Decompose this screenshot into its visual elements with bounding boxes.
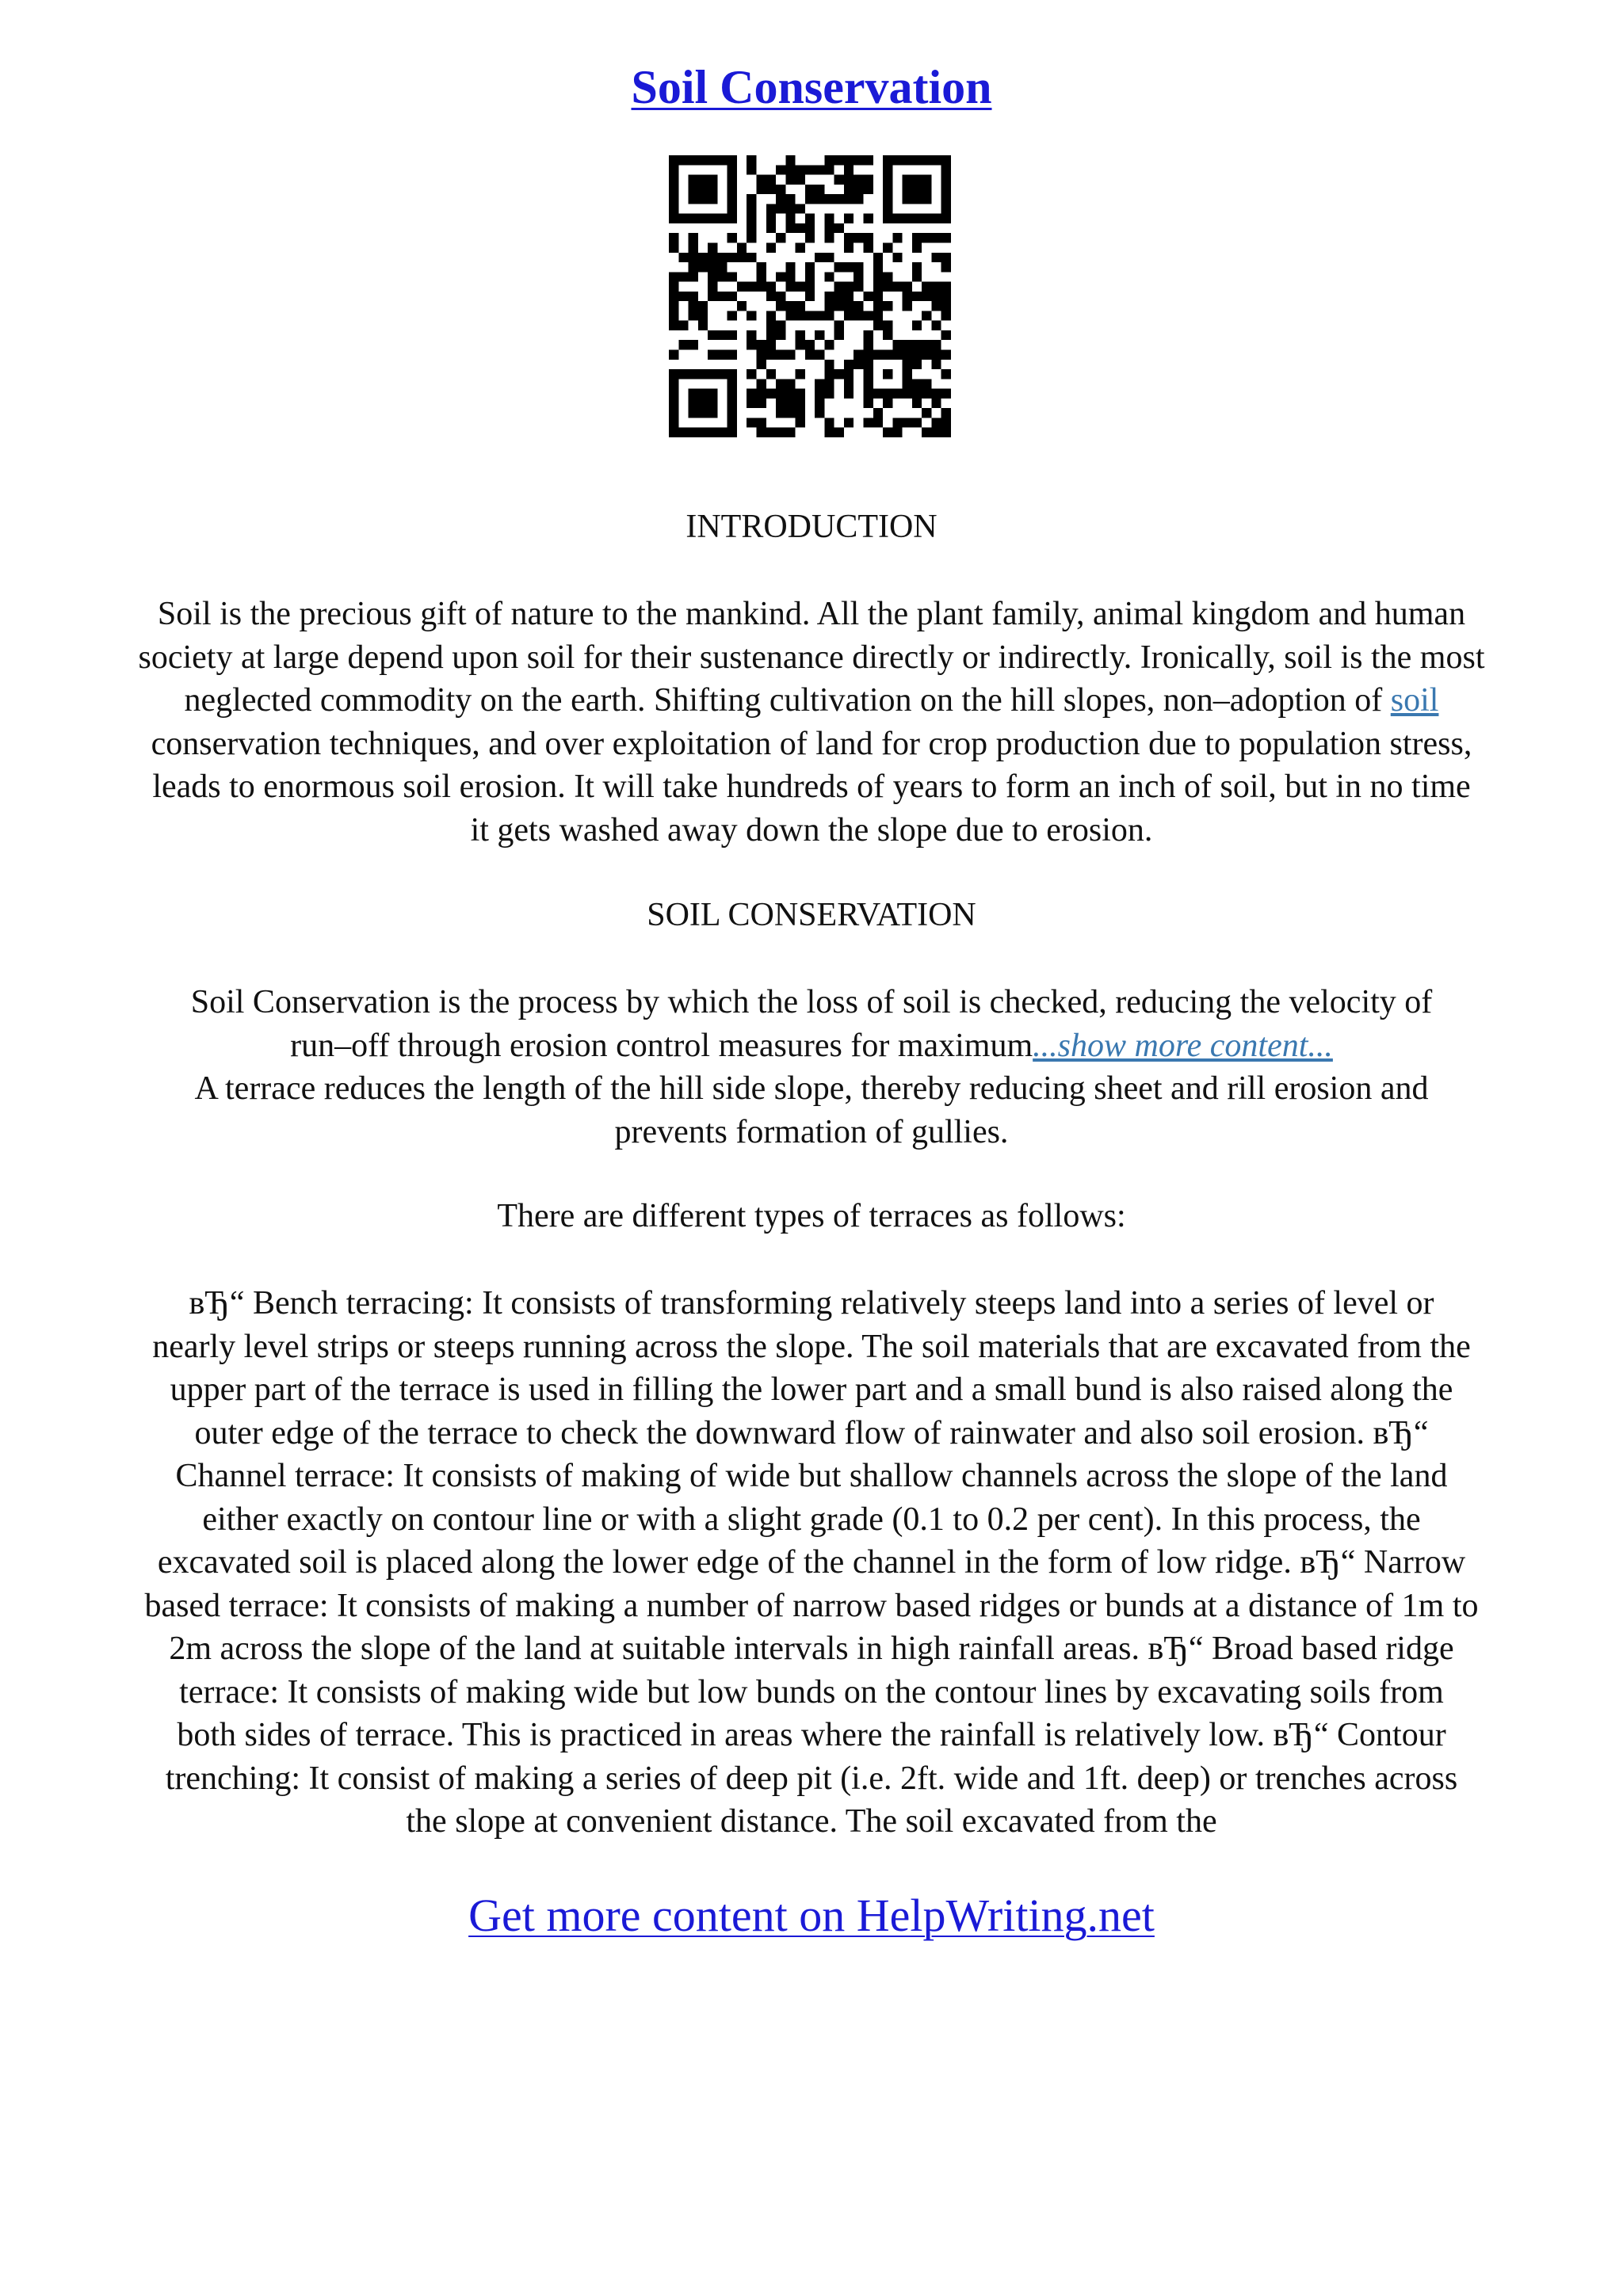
intro-line: it gets washed away down the slope due to erosion. [470,811,1153,849]
conservation-line: Soil Conservation is the process by which the loss of soil is checked, reducing the velocity of [190,984,1433,1020]
terrace-line: prevents formation of gullies. [614,1113,1009,1150]
types-line: upper part of the terrace is used in filling the lower part and a small bund is also raised along the [170,1371,1453,1408]
types-line: вЂ“ Bench terracing: It consists of transforming relatively steeps land into a series of level or [189,1285,1434,1322]
types-line: outer edge of the terrace to check the downward flow of rainwater and also soil erosion. вЂ“ [194,1414,1429,1451]
types-line: trenching: It consist of making a series of deep pit (i.e. 2ft. wide and 1ft. deep) or trenches across [165,1760,1458,1797]
types-line: nearly level strips or steeps running across the slope. The soil materials that are excavated from the [152,1328,1471,1365]
types-line: Channel terrace: It consists of making of wide but shallow channels across the slope of the land [175,1458,1448,1494]
soil-link[interactable]: soil [1390,682,1439,719]
terrace-line: A terrace reduces the length of the hill side slope, thereby reducing sheet and rill erosion and [194,1070,1429,1107]
conservation-paragraph [48,981,1575,1154]
introduction-heading: INTRODUCTION [685,509,938,545]
helpwriting-link[interactable]: Get more content on HelpWriting.net [468,1890,1155,1941]
types-line: 2m across the slope of the land at suitable intervals in high rainfall areas. вЂ“ Broad based ridge [169,1630,1454,1667]
intro-line [48,679,1575,723]
types-line: either exactly on contour line or with a slight grade (0.1 to 0.2 per cent). In this process, the [202,1501,1421,1538]
types-line: terrace: It consists of making wide but low bunds on the contour lines by excavating soils from [179,1673,1444,1711]
terrace-types-paragraph [48,1282,1575,1844]
intro-line: leads to enormous soil erosion. It will take hundreds of years to form an inch of soil, but in no time [152,769,1471,805]
qr-code-icon [669,155,951,437]
conservation-line-text: run–off through erosion control measures for maximum [290,1027,1033,1064]
intro-line: society at large depend upon soil for their sustenance directly or indirectly. Ironically, soil is the most [138,639,1485,676]
introduction-paragraph [48,593,1575,852]
intro-line: Soil is the precious gift of nature to the mankind. All the plant family, animal kingdom and human [157,596,1466,632]
title-link[interactable]: Soil Conservation [631,61,992,113]
footer [0,1884,1623,1947]
types-line: based terrace: It consists of making a number of narrow based ridges or bunds at a distance of 1m to [144,1587,1479,1624]
conservation-line [48,1024,1575,1068]
intro-line-text: neglected commodity on the earth. Shifting cultivation on the hill slopes, non–adoption of [184,682,1391,719]
types-line: both sides of terrace. This is practiced in areas where the rainfall is relatively low. вЂ“ Contour [177,1717,1446,1753]
types-line: excavated soil is placed along the lower edge of the channel in the form of low ridge. вЂ“ Narrow [157,1544,1466,1581]
document-title [0,55,1623,119]
soil-conservation-heading: SOIL CONSERVATION [647,897,976,933]
terrace-types-intro: There are different types of terraces as follows: [497,1198,1126,1234]
intro-line: conservation techniques, and over exploitation of land for crop production due to population stress, [151,725,1472,762]
types-line: the slope at convenient distance. The soil excavated from the [406,1803,1217,1840]
show-more-link[interactable]: ...show more content... [1033,1027,1333,1064]
